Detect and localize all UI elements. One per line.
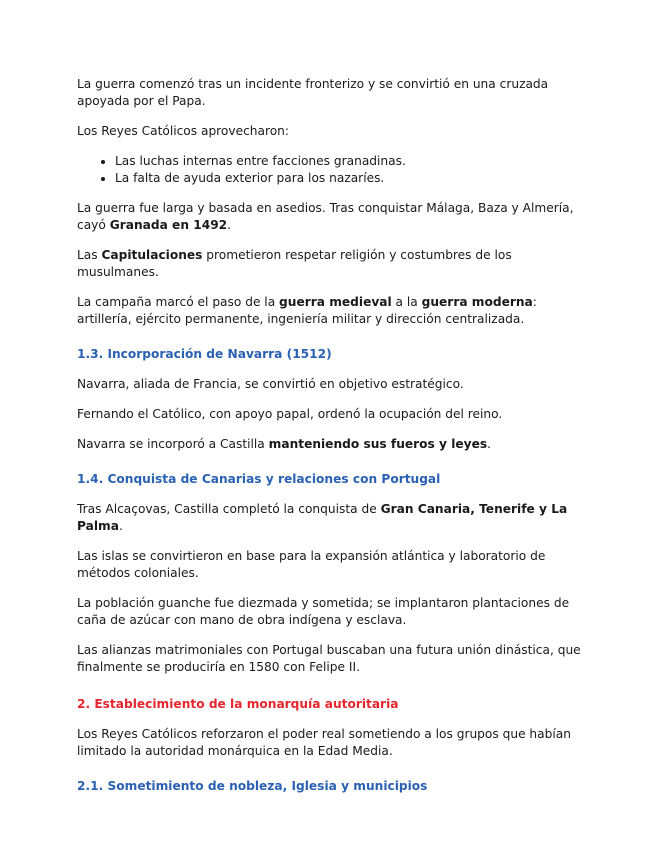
list-item: • Las luchas internas entre facciones granadinas. — [115, 153, 587, 170]
text-run: Tras Alcaçovas, Castilla completó la conquista de — [77, 502, 381, 516]
paragraph-aprovecharon: Los Reyes Católicos aprovecharon: — [77, 124, 290, 138]
text-run: Navarra se incorporó a Castilla — [77, 437, 269, 451]
list-item: • La falta de ayuda exterior para los nazaríes. — [115, 170, 587, 187]
bold-text: Gran Canaria, Tenerife y La Palma — [77, 502, 568, 533]
text-run: a la — [391, 295, 422, 309]
paragraph-alcacovas — [77, 501, 587, 535]
text-run: La campaña marcó el paso de la — [77, 295, 280, 309]
bold-text: guerra moderna — [421, 295, 533, 309]
heading-monarquia-autoritaria: 2. Establecimiento de la monarquía autoritaria — [77, 697, 399, 711]
text-run: : artillería, ejército permanente, ingeniería militar y dirección centralizada. — [77, 295, 537, 326]
document-body — [77, 76, 587, 808]
bold-text: guerra medieval — [279, 295, 392, 309]
paragraph-portugal: Las alianzas matrimoniales con Portugal buscaban una futura unión dinástica, que finalmente se produciría en 1580 con Felipe II. — [77, 643, 581, 674]
bold-text: manteniendo sus fueros y leyes — [268, 437, 488, 451]
text-run: La guerra fue larga y basada en asedios. Tras conquistar Málaga, Baza y Almería, cayó — [77, 201, 574, 232]
paragraph-reforzaron: Los Reyes Católicos reforzaron el poder real sometiendo a los grupos que habían limitado la autoridad monárquica en la Edad Media. — [77, 727, 571, 758]
text-run: Las — [77, 248, 102, 262]
text-run: . — [227, 218, 232, 232]
paragraph-capitulaciones — [77, 247, 587, 281]
paragraph-navarra-incorporo — [77, 436, 587, 453]
paragraph-asedios — [77, 200, 587, 234]
bold-text: Capitulaciones — [101, 248, 203, 262]
paragraph-guerra-inicio: La guerra comenzó tras un incidente fronterizo y se convirtió en una cruzada apoyada por el Papa. — [77, 77, 549, 108]
paragraph-guanche: La población guanche fue diezmada y sometida; se implantaron plantaciones de caña de azúcar con mano de obra indígena y esclava. — [77, 596, 570, 627]
paragraph-campana — [77, 294, 587, 328]
bold-text: Granada en 1492 — [109, 218, 228, 232]
text-run: . — [487, 437, 491, 451]
heading-navarra: 1.3. Incorporación de Navarra (1512) — [77, 347, 332, 361]
heading-canarias: 1.4. Conquista de Canarias y relaciones con Portugal — [77, 472, 441, 486]
text-run: . — [118, 519, 123, 533]
paragraph-fernando: Fernando el Católico, con apoyo papal, ordenó la ocupación del reino. — [77, 407, 503, 421]
heading-sometimiento: 2.1. Sometimiento de nobleza, Iglesia y municipios — [77, 779, 428, 793]
bullet-list — [77, 153, 587, 187]
paragraph-islas: Las islas se convirtieron en base para la expansión atlántica y laboratorio de métodos coloniales. — [77, 549, 546, 580]
text-run: prometieron respetar religión y costumbres de los musulmanes. — [77, 248, 512, 279]
paragraph-navarra-aliada: Navarra, aliada de Francia, se convirtió en objetivo estratégico. — [77, 377, 464, 391]
